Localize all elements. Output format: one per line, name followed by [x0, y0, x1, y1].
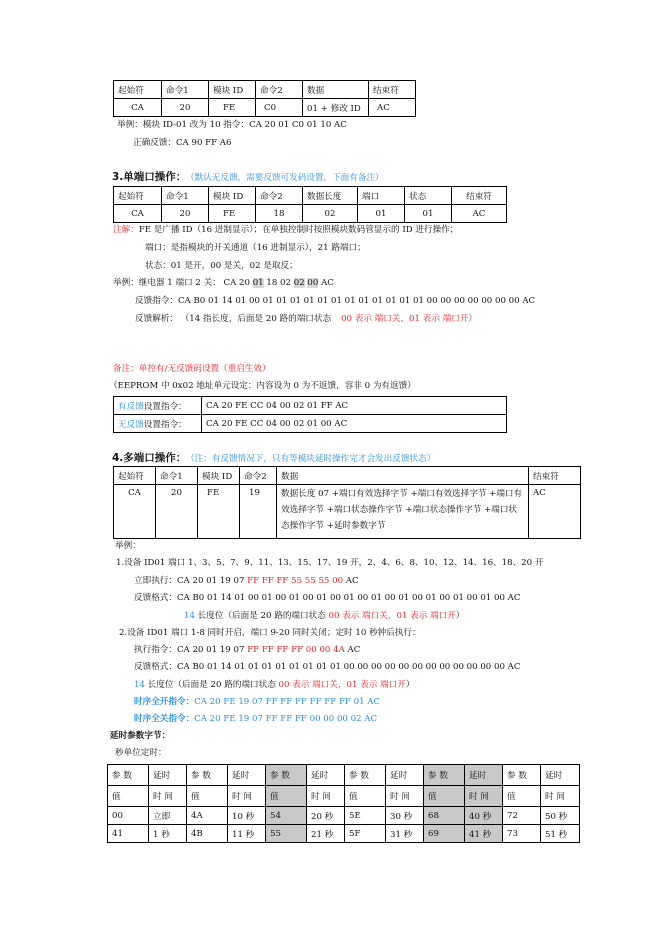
- header-cell: 值: [345, 786, 386, 807]
- table-cell: CA: [114, 485, 156, 539]
- header-cell: 延时: [228, 765, 266, 786]
- header-cell: 参 数: [424, 765, 465, 786]
- annotation-text: FE 是广播 ID（16 进制显示）；在单独控制时按照模块数码管显示的 ID 进行操作；: [138, 225, 459, 235]
- table-cell: 50 秒: [541, 807, 580, 825]
- table-cell: 31 秒: [386, 825, 424, 843]
- table-cell: CA 20 FE CC 04 00 02 01 00 AC: [202, 415, 507, 433]
- table-cell: 01: [405, 205, 452, 223]
- highlight-port: 02: [293, 278, 305, 288]
- table-header-row: [114, 187, 507, 205]
- table-cell: 18: [256, 205, 303, 223]
- header-cell: 参 数: [187, 765, 228, 786]
- table-cell: 41 秒: [465, 825, 503, 843]
- table-cell: AC: [529, 485, 581, 539]
- table-multi-port: [113, 466, 581, 539]
- table-cell: C0: [256, 99, 303, 117]
- header-cell: 结束符: [529, 467, 581, 485]
- table-cell: AC: [452, 205, 507, 223]
- section-3-note: （默认无反馈，需要反馈可发码设置，下面有备注）: [190, 173, 384, 183]
- table-cell: 1 秒: [149, 825, 187, 843]
- feedback-command: 反馈指令：CA B0 01 14 01 00 01 01 01 01 01 01 01 01 01 01 01 01 00 00 00 00 00 00 00 AC: [135, 296, 536, 306]
- table-delay-params: [107, 764, 580, 843]
- header-cell: 延时: [541, 765, 580, 786]
- header-cell: 模块 ID: [209, 187, 256, 205]
- table-cell: FE: [209, 205, 256, 223]
- table-cell: 19: [240, 485, 277, 539]
- section-4-title: 4.多端口操作：: [112, 452, 187, 464]
- exec-prefix: 执行指令：CA 20 01 19 07: [134, 645, 248, 655]
- annotation-label: 注解：: [113, 225, 139, 235]
- header-cell: 时 间: [465, 786, 503, 807]
- table-cell: 00: [108, 807, 149, 825]
- header-cell: 端口: [358, 187, 405, 205]
- table-cell: 54: [266, 807, 307, 825]
- remark-text: 单控有/无反馈码设置（重启生效）: [138, 364, 271, 374]
- header-cell: 命令1: [162, 81, 209, 99]
- exec-prefix: 立即执行：CA 20 01 19 07: [134, 576, 248, 586]
- state-text: 00 表示 端口关，01 表示 端口开: [328, 611, 456, 621]
- table-header-row: [114, 81, 416, 99]
- table-feedback-setting: [113, 396, 507, 433]
- table-cell: 55: [266, 825, 307, 843]
- header-cell: 值: [108, 786, 149, 807]
- annotation-line-1: [113, 225, 458, 235]
- header-cell: 延时: [149, 765, 187, 786]
- header-cell: 命令2: [256, 187, 303, 205]
- section-3-title: 3.单端口操作：: [112, 171, 187, 183]
- header-cell: 命令2: [256, 81, 303, 99]
- header-cell: 值: [503, 786, 541, 807]
- table-cell: FE: [198, 485, 240, 539]
- length-value: 14: [134, 680, 145, 690]
- table-row: [114, 205, 507, 223]
- sequence-all-on: [134, 697, 380, 707]
- table-cell: FE: [209, 99, 256, 117]
- feedback-state-text: 00 表示 端口关，01 表示 端口开）: [341, 314, 478, 324]
- feedback-on-label: 有反馈: [118, 401, 144, 412]
- table-cell: CA: [114, 99, 162, 117]
- header-cell: 参 数: [503, 765, 541, 786]
- remark-heading: [113, 364, 271, 374]
- header-cell: 数据: [277, 467, 529, 485]
- table-cell: 5E: [345, 807, 386, 825]
- header-cell: 命令2: [240, 467, 277, 485]
- table-cell: 4B: [187, 825, 228, 843]
- header-cell: 模块 ID: [198, 467, 240, 485]
- example-relay: [113, 278, 334, 288]
- exec-suffix: AC: [344, 645, 361, 655]
- table-cell-data: 数据长度 07 +端口有效选择字节 +端口有效选择字节 +端口有效选择字节 +端口状态操作字节 +端口状态操作字节 +端口状态操作字节 +延时参数字节: [277, 485, 529, 539]
- header-cell: 值: [424, 786, 465, 807]
- table-single-port: [113, 186, 507, 223]
- table-cell: 68: [424, 807, 465, 825]
- example-feedback: 正确反馈：CA 90 FF A6: [133, 138, 232, 148]
- table-cell: CA: [114, 205, 162, 223]
- header-cell: 值: [187, 786, 228, 807]
- sequence-on-label: 时序全开指令：: [134, 697, 195, 707]
- remark-label: 备注：: [113, 364, 139, 374]
- table-header-row: [114, 467, 581, 485]
- table-cell: 30 秒: [386, 807, 424, 825]
- header-cell: 参 数: [345, 765, 386, 786]
- setting-label: 设置指令：: [143, 419, 187, 430]
- example-change-id: 举例：模块 ID-01 改为 10 指令：CA 20 01 C0 01 10 AC: [117, 120, 347, 130]
- example-2-exec: [134, 645, 360, 655]
- table-cell: 20 秒: [307, 807, 345, 825]
- table-cell: 01 + 修改 ID: [303, 99, 369, 117]
- highlight-module-id: 01: [252, 278, 264, 288]
- table-cell: 5F: [345, 825, 386, 843]
- table-row: [114, 397, 507, 415]
- section-4-note: （注：有反馈情况下，只有等模块延时操作完才会发出反馈状态）: [190, 454, 436, 464]
- table-header-row: [108, 786, 580, 807]
- close-paren: ）: [455, 611, 465, 621]
- header-cell: 结束符: [369, 81, 416, 99]
- header-cell: 值: [266, 786, 307, 807]
- length-text: 长度位（后面是 20 路的端口状态: [144, 680, 279, 690]
- table-cell: [114, 415, 202, 433]
- table-row: [114, 99, 416, 117]
- sequence-off-command: CA 20 FE 19 07 FF FF FF 00 00 00 02 AC: [194, 714, 378, 724]
- header-cell: 结束符: [452, 187, 507, 205]
- header-cell: 时 间: [541, 786, 580, 807]
- example-relay-mid: 18 02: [263, 278, 294, 288]
- table-row: [108, 825, 580, 843]
- delay-title: 延时参数字节：: [110, 731, 171, 741]
- header-cell: 时 间: [307, 786, 345, 807]
- feedback-parse: [135, 314, 477, 324]
- header-cell: 延时: [465, 765, 503, 786]
- table-cell: 20: [156, 485, 198, 539]
- header-cell: 命令1: [162, 187, 209, 205]
- table-cell: [114, 397, 202, 415]
- table-cell: 立即: [149, 807, 187, 825]
- state-text: 00 表示 端口关，01 表示 端口开: [278, 680, 406, 690]
- table-header-row: [108, 765, 580, 786]
- table-row: [114, 415, 507, 433]
- sequence-on-command: CA 20 FE 19 07 FF FF FF FF FF FF 01 AC: [194, 697, 381, 707]
- table-cell: AC: [369, 99, 416, 117]
- table-cell: 41: [108, 825, 149, 843]
- table-cell: 73: [503, 825, 541, 843]
- table-row: [108, 807, 580, 825]
- length-text: 长度位（后面是 20 路的端口状态: [194, 611, 329, 621]
- example-label: 举例：: [115, 541, 141, 551]
- feedback-parse-text: 反馈解析： （14 指长度，后面是 20 路的端口状态: [135, 314, 332, 324]
- feedback-off-label: 无反馈: [118, 419, 144, 430]
- header-cell: 参 数: [266, 765, 307, 786]
- exec-data: FF FF FF FF 00 00 4A: [247, 645, 345, 655]
- header-cell: 起始符: [114, 467, 156, 485]
- table-cell: 40 秒: [465, 807, 503, 825]
- header-cell: 参 数: [108, 765, 149, 786]
- exec-data: FF FF FF 55 55 55 00: [247, 576, 344, 586]
- example-1-title: 1.设备 ID01 端口 1、3、5、7、9、11、13、15、17、19 开，2、4、6、8、10、12、14、16、18、20 开: [116, 558, 544, 568]
- table-cell: CA 20 FE CC 04 00 02 01 FF AC: [202, 397, 507, 415]
- table-change-id: [113, 80, 416, 117]
- length-value: 14: [184, 611, 195, 621]
- example-relay-prefix: 举例：继电器 1 端口 2 关： CA 20: [113, 278, 253, 288]
- header-cell: 延时: [307, 765, 345, 786]
- example-2-feedback: 反馈格式：CA B0 01 14 01 01 01 01 01 01 01 01 00 00 00 00 00 00 00 00 00 00 00 00 AC: [134, 662, 521, 672]
- header-cell: 模块 ID: [209, 81, 256, 99]
- table-cell: 01: [358, 205, 405, 223]
- table-cell: 51 秒: [541, 825, 580, 843]
- example-2-title: 2.设备 ID01 端口 1-8 同时开启，端口 9-20 同时关闭；定时 10 秒钟后执行：: [119, 628, 421, 638]
- example-relay-suffix: AC: [318, 278, 334, 288]
- highlight-state: 00: [307, 278, 319, 288]
- annotation-line-2: 端口：是指模块的开关通道（16 进制显示），21 路端口；: [145, 243, 366, 253]
- table-row: [114, 485, 581, 539]
- exec-suffix: AC: [343, 576, 359, 586]
- header-cell: 数据长度: [303, 187, 358, 205]
- table-cell: 21 秒: [307, 825, 345, 843]
- table-cell: 10 秒: [228, 807, 266, 825]
- table-cell: 72: [503, 807, 541, 825]
- example-1-length: [184, 611, 464, 621]
- annotation-line-3: 状态：01 是开，00 是关，02 是取反；: [145, 261, 298, 271]
- header-cell: 命令1: [156, 467, 198, 485]
- section-3-heading: [112, 171, 384, 184]
- setting-label: 设置指令：: [143, 401, 187, 412]
- example-2-length: [134, 680, 414, 690]
- header-cell: 数据: [303, 81, 369, 99]
- header-cell: 起始符: [114, 187, 162, 205]
- sequence-off-label: 时序全关指令：: [134, 714, 195, 724]
- table-cell: 69: [424, 825, 465, 843]
- header-cell: 延时: [386, 765, 424, 786]
- table-cell: 02: [303, 205, 358, 223]
- table-cell: 20: [162, 99, 209, 117]
- header-cell: 起始符: [114, 81, 162, 99]
- header-cell: 状态: [405, 187, 452, 205]
- close-paren: ）: [405, 680, 415, 690]
- delay-unit: 秒单位定时：: [115, 748, 167, 758]
- table-cell: 11 秒: [228, 825, 266, 843]
- sequence-all-off: [134, 714, 377, 724]
- table-cell: 4A: [187, 807, 228, 825]
- header-cell: 时 间: [149, 786, 187, 807]
- table-cell: 20: [162, 205, 209, 223]
- example-1-exec: [134, 576, 359, 586]
- header-cell: 时 间: [386, 786, 424, 807]
- section-4-heading: [112, 452, 435, 465]
- eeprom-note: （EEPROM 中 0x02 地址单元设定：内容设为 0 为不返馈，容非 0 为有返馈）: [109, 381, 416, 391]
- example-1-feedback: 反馈格式：CA B0 01 14 01 00 01 00 01 00 01 00 01 00 01 00 01 00 01 00 01 00 01 00 AC: [134, 593, 521, 603]
- header-cell: 时 间: [228, 786, 266, 807]
